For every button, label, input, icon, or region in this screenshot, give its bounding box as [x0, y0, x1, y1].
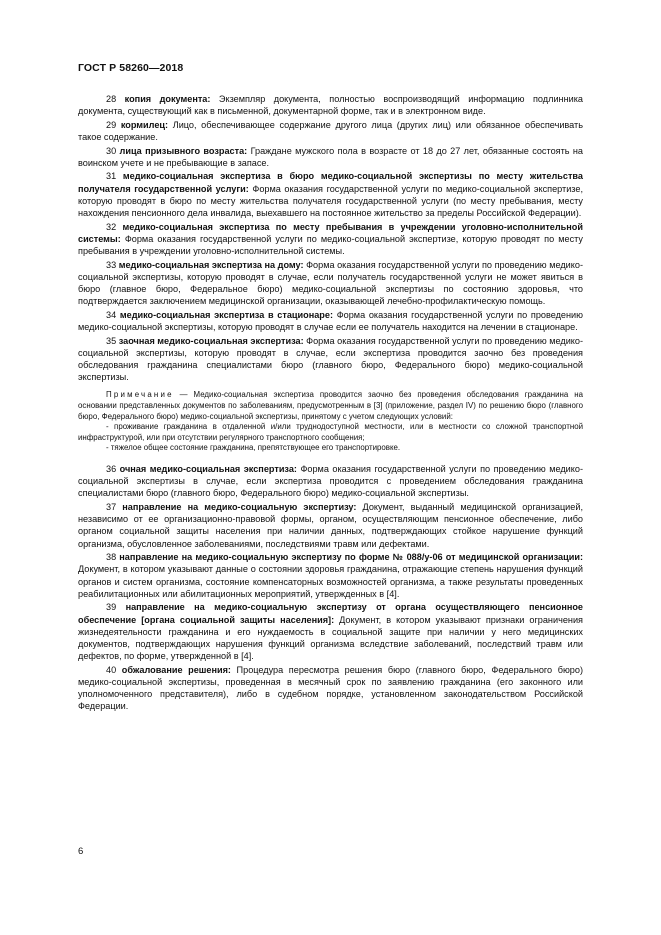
page-number: 6: [78, 846, 84, 857]
note-block: [78, 390, 583, 454]
definition-text: Форма оказания государственной услуги по проведению медико-социальной экспертизы, которую проводят в случае если ее получатель находится на лечении в стационаре.: [78, 309, 583, 332]
definition-term: медико-социальная экспертиза в стационаре:: [119, 309, 333, 320]
note-list-item: - проживание гражданина в отдаленной и/или труднодоступной местности, или в местности со сложной транспортной инфраструктурой, или при отсутствии регулярного транспортного сообщения;: [78, 422, 583, 442]
definition-text: Документ, выданный медицинской организацией, независимо от ее организационно-правовой формы, органом, осуществляющим пенсионное обеспечение, либо органом социальной защиты населения при наличии данных, подтверждающих стойкое нарушение функций организма, обусловленное заболеваниями, последствиями травм или дефектами.: [78, 501, 583, 549]
note-paragraph: [78, 390, 583, 422]
definition-text: Лицо, обеспечивающее содержание другого лица (других лиц) или обязанное обеспечивать такое содержание.: [78, 119, 583, 142]
definition-term: направление на медико-социальную экспертизу по форме № 088/у-06 от медицинской организации:: [119, 552, 583, 563]
definition-number: 33: [106, 259, 117, 270]
definition-number: 28: [106, 94, 117, 104]
definition-term: направление на медико-социальную экспертизу:: [122, 501, 357, 512]
definition-paragraph: [78, 93, 583, 117]
definition-text: Форма оказания государственной услуги по медико-социальной экспертизе, которую проводят по месту пребывания в учреждении уголовно-исполнительной системы.: [78, 233, 583, 256]
definition-paragraph: [78, 335, 583, 384]
definition-paragraph: [78, 170, 583, 219]
definition-paragraph: [78, 463, 583, 500]
definition-number: 31: [106, 171, 117, 182]
definition-term: заочная медико-социальная экспертиза:: [118, 335, 304, 346]
definition-term: медико-социальная экспертиза на дому:: [118, 259, 304, 270]
definition-paragraph: [78, 259, 583, 308]
definition-text: Форма оказания государственной услуги по проведению медико-социальной экспертизы, которую проводят в случае, если экспертиза проводится заочно без проведения обследования гражданина специалистами бюро (главного бюро, Федерального бюро) медико-социальной экспертизы.: [78, 335, 583, 383]
document-body: [78, 93, 583, 714]
note-text: — Медико-социальная экспертиза проводится заочно без проведения обследования гражданина на основании представленных документов по заболеваниям, предусмотренным в [3] (приложение, раздел IV) по решению бюро (главного бюро, Федерального бюро) медико-социальной экспертизы, принятому с учетом следующих условий:: [78, 390, 583, 421]
definition-number: 36: [106, 463, 117, 474]
definition-term: медико-социальная экспертиза по месту пребывания в учреждении уголовно-исполнительной системы:: [78, 221, 583, 244]
definition-text: Форма оказания государственной услуги по проведению медико-социальной экспертизы, которую проводят в случае, если получатель государственной услуги не может явиться в бюро (главное бюро, Федеральное бюро) медико-социальной экспертизы по состоянию здоровья, что подтверждается заключением медицинской организации, оказывающей лечебно-профилактическую помощь.: [78, 259, 583, 307]
definition-number: 39: [106, 602, 117, 613]
definition-paragraph: [78, 601, 583, 662]
definition-paragraph: [78, 309, 583, 333]
definition-number: 29: [106, 119, 117, 130]
note-list-item: - тяжелое общее состояние гражданина, препятствующее его транспортировке.: [106, 443, 401, 453]
definition-number: 30: [106, 145, 117, 156]
definition-paragraph: [78, 551, 583, 600]
definition-text: Форма оказания государственной услуги по медико-социальной экспертизе, которую проводят в бюро по месту жительства получателя государственной услуги (по месту пребывания, месту нахождения пенсионного дела инвалида, выехавшего на постоянное жительство за пределы Российской Федерации).: [78, 183, 584, 218]
definition-paragraph: [78, 119, 583, 143]
definition-paragraph: [78, 501, 583, 550]
definition-paragraph: [78, 221, 583, 258]
definition-term: обжалование решения:: [121, 664, 231, 675]
definition-term: кормилец:: [120, 119, 169, 130]
definition-text: Документ, в котором указывают признаки ограничения жизнедеятельности гражданина и его нуждаемость в социальной защите при наличии у него медицинских документов, подтверждающих нарушения функций организма вследствие заболеваний, последствий травм или дефектов, по форме, утвержденной в [4].: [78, 614, 583, 662]
definition-term: очная медико-социальная экспертиза:: [119, 463, 297, 474]
definition-number: 38: [106, 552, 117, 563]
document-header: ГОСТ Р 58260—2018: [78, 62, 184, 74]
definition-text: Процедура пересмотра решения бюро (главного бюро, Федерального бюро) медико-социальной экспертизы, проведенная в месячный срок по заявлению гражданина (его законного или уполномоченного представителя), либо в судебном порядке, установленном законодательством Российской Федерации.: [78, 664, 583, 712]
definition-term: копия документа:: [124, 94, 211, 104]
definition-paragraph: [78, 145, 583, 169]
definition-number: 34: [106, 309, 117, 320]
definition-text: Форма оказания государственной услуги по проведению медико-социальной экспертизы в случае, если экспертиза проводится с проведением обследования гражданина специалистами бюро (главного бюро, Федерального бюро) медико-социальной экспертизы.: [78, 463, 583, 499]
definition-number: 35: [106, 335, 117, 346]
definition-text: Документ, в котором указывают данные о состоянии здоровья гражданина, отражающие степень нарушения функций органов и систем организма, состояние компенсаторных возможностей организма, а также результаты проведенных реабилитационных или абилитационных мероприятий, утвержденных в [4].: [78, 564, 583, 599]
definition-number: 32: [106, 221, 117, 232]
definition-paragraph: [78, 664, 583, 713]
definition-number: 37: [106, 501, 117, 512]
definition-term: направление на медико-социальную экспертизу от органа осуществляющего пенсионное обеспечение [органа социальной защиты населения]:: [78, 602, 583, 625]
definition-number: 40: [106, 664, 117, 675]
definition-term: лица призывного возраста:: [119, 145, 248, 156]
note-label: Примечание: [106, 390, 174, 400]
definition-text: Граждане мужского пола в возрасте от 18 до 27 лет, обязанные состоять на воинском учете и не пребывающие в запасе.: [78, 145, 583, 168]
definition-term: медико-социальная экспертиза в бюро медико-социальной экспертизы по месту жительства получателя государственной услуги:: [78, 171, 583, 194]
definition-text: Экземпляр документа, полностью воспроизводящий информацию подлинника документа, существующий как в письменной, документарной форме, так и в электронном виде.: [78, 94, 583, 117]
